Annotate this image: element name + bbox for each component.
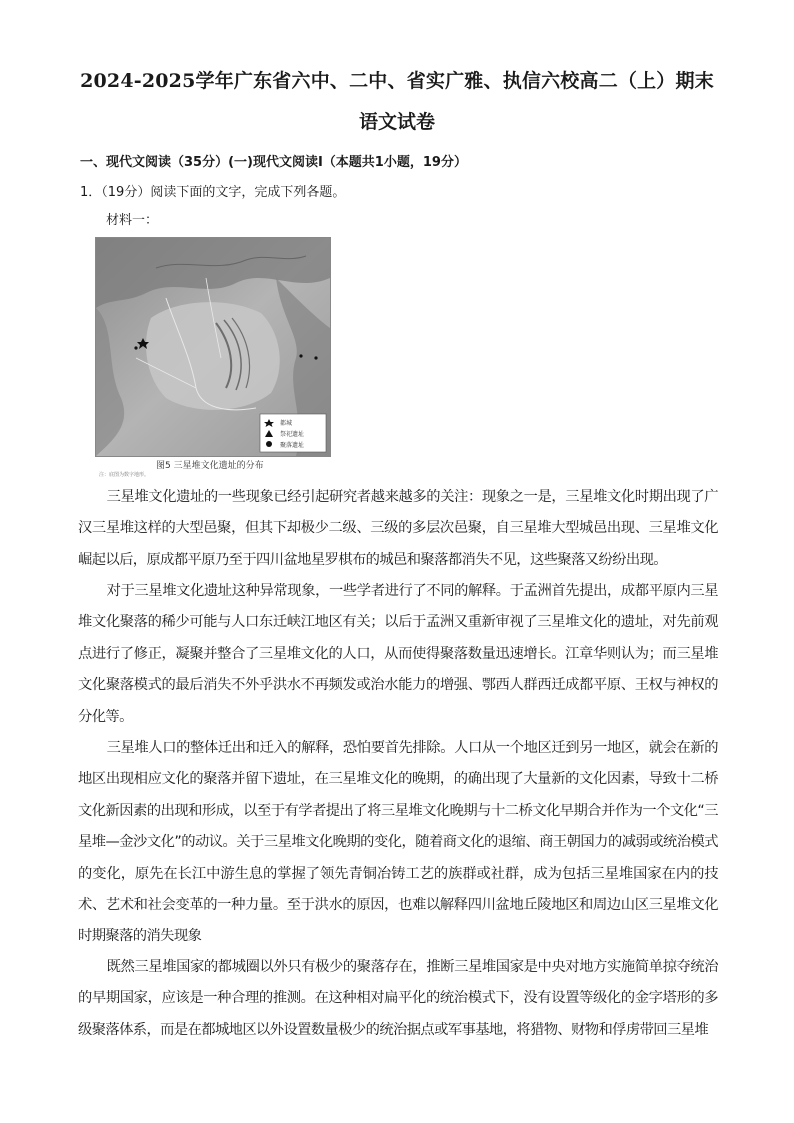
exam-subtitle: 语文试卷 <box>358 111 435 133</box>
legend-settlement-site: 聚落遗址 <box>280 442 305 449</box>
legend-capital: 都城 <box>280 420 293 427</box>
exam-title: 2024-2025学年广东省六中、二中、省实广雅、执信六校高二（上）期末 <box>80 70 714 92</box>
question-prompt: 1．（19分）阅读下面的文字，完成下列各题。 <box>80 185 346 200</box>
legend-sacrifice-site: 祭祀遗址 <box>280 431 305 438</box>
figure-caption: 图5 三星堆文化遗址的分布 <box>156 461 264 471</box>
figure-note: 注：底图为数字地形。 <box>99 472 150 478</box>
terrain-map-figure <box>95 237 331 457</box>
paragraph-4: 既然三星堆国家的都城圈以外只有极少的聚落存在，推断三星堆国家是中央对地方实施简单掠夺统治的早期国家，应该是一种合理的推测。在这种相对扁平化的统治模式下，没有设置等级化的金字塔形的多级聚落体系，而是在都城地区以外设置数量极少的统治据点或军事基地，将猎物、财物和俘虏带回三星堆 <box>78 959 718 1038</box>
paragraph-1: 三星堆文化遗址的一些现象已经引起研究者越来越多的关注：现象之一是，三星堆文化时期出现了广汉三星堆这样的大型邑聚，但其下却极少二级、三级的多层次邑聚，自三星堆大型城邑出现、三星堆文化崛起以后，原成都平原乃至于四川盆地星罗棋布的城邑和聚落都消失不见，这些聚落又纷纷出现。 <box>78 489 718 568</box>
terrain-map <box>96 238 330 456</box>
section-heading: 一、现代文阅读（35分）(一)现代文阅读Ⅰ（本题共1小题，19分） <box>80 155 467 170</box>
paragraph-2: 对于三星堆文化遗址这种异常现象，一些学者进行了不同的解释。于孟洲首先提出，成都平原内三星堆文化聚落的稀少可能与人口东迁峡江地区有关；以后于孟洲又重新审视了三星堆文化的遗址，对先前观点进行了修正，凝聚并整合了三星堆文化的人口，从而使得聚落数量迅速增长。江章华则认为；而三星堆文化聚落模式的最后消失不外乎洪水不再频发或治水能力的增强、鄂西人群西迁成都平原、王权与神权的分化等。 <box>78 583 718 725</box>
material-label: 材料一： <box>106 213 159 228</box>
paragraph-3: 三星堆人口的整体迁出和迁入的解释，恐怕要首先排除。人口从一个地区迁到另一地区，就会在新的地区出现相应文化的聚落并留下遗址，在三星堆文化的晚期，的确出现了大量新的文化因素，导致十二桥文化新因素的出现和形成，以至于有学者提出了将三星堆文化晚期与十二桥文化早期合并作为一个文化“三星堆—金沙文化”的动议。关于三星堆文化晚期的变化，随着商文化的退缩、商王朝国力的减弱或统治模式的变化，原先在长江中游生息的掌握了领先青铜冶铸工艺的族群或社群，成为包括三星堆国家在内的技术、艺术和社会变革的一种力量。至于洪水的原因，也难以解释四川盆地丘陵地区和周边山区三星堆文化时期聚落的消失现象 <box>78 740 718 945</box>
